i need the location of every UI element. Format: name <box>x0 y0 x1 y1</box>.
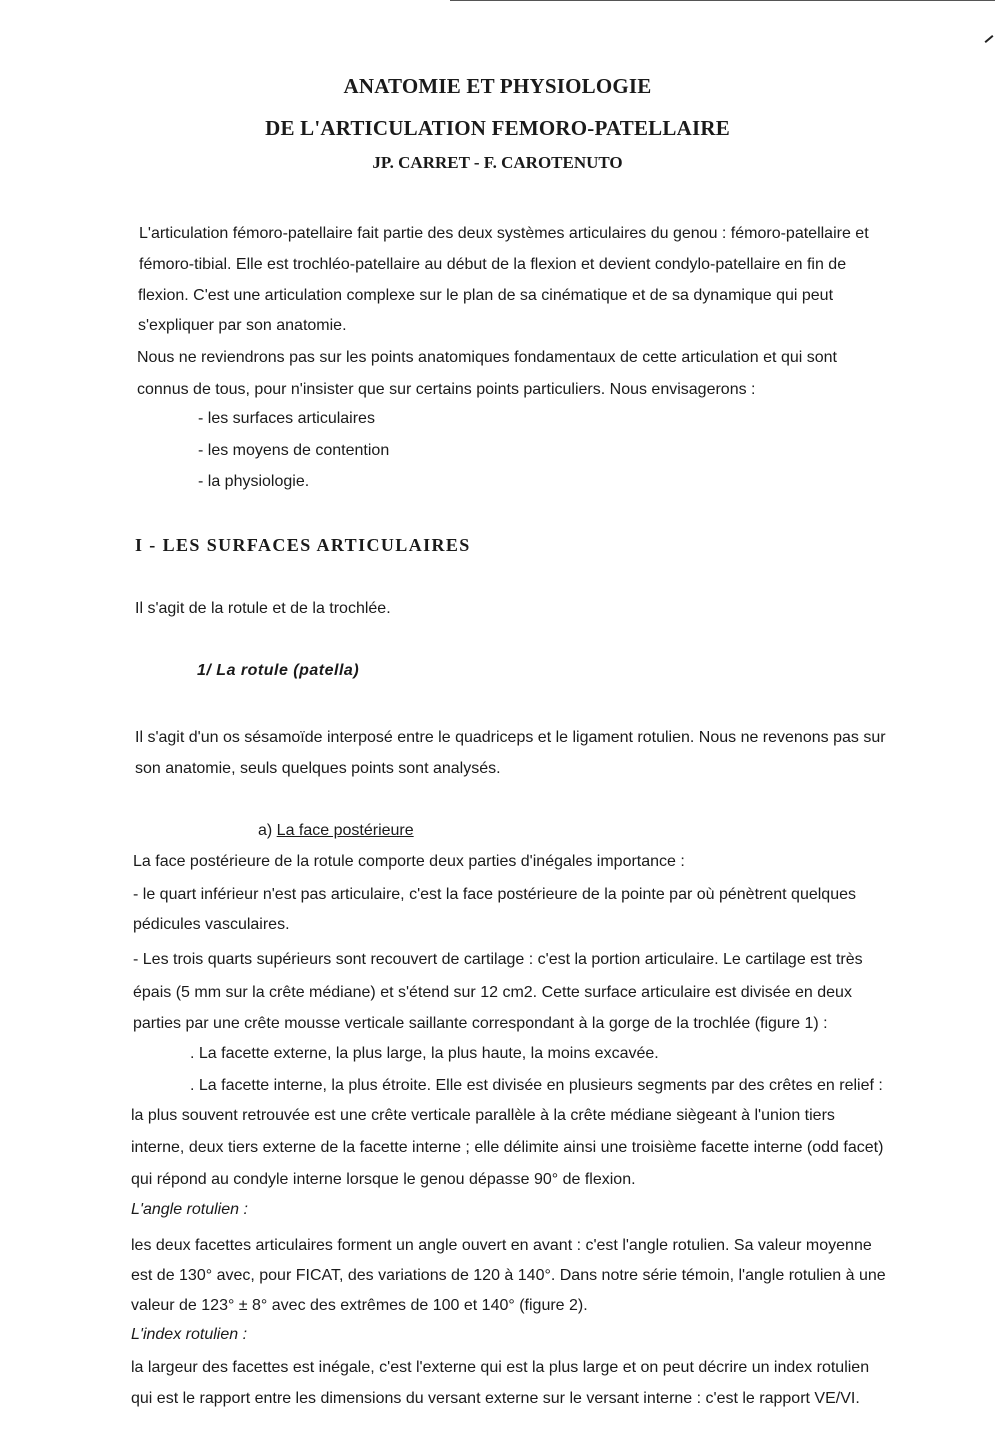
part-a-heading <box>258 821 414 841</box>
authors: JP. CARRET - F. CAROTENUTO <box>372 153 623 172</box>
intro-line: L'articulation fémoro-patellaire fait partie des deux systèmes articulaires du genou : fémoro-patellaire et <box>139 225 869 242</box>
index-heading: L'index rotulien : <box>131 1326 248 1343</box>
intro-line: s'expliquer par son anatomie. <box>138 317 347 334</box>
intro-line: connus de tous, pour n'insister que sur certains points particuliers. Nous envisagerons : <box>137 381 756 398</box>
body-line: son anatomie, seuls quelques points sont analysés. <box>135 760 501 777</box>
body-line: La face postérieure de la rotule comporte deux parties d'inégales importance : <box>133 853 685 870</box>
part-a-prefix: a) <box>258 822 277 839</box>
list-item: - les surfaces articulaires <box>198 410 375 427</box>
section-intro: Il s'agit de la rotule et de la trochlée. <box>135 600 391 617</box>
body-line: pédicules vasculaires. <box>133 916 290 933</box>
body-line: - Les trois quarts supérieurs sont recouvert de cartilage : c'est la portion articulaire. Le cartilage est très <box>133 951 863 968</box>
body-line: est de 130° avec, pour FICAT, des variations de 120 à 140°. Dans notre série témoin, l'angle rotulien à une <box>131 1267 886 1284</box>
body-line: les deux facettes articulaires forment un angle ouvert en avant : c'est l'angle rotulien. Sa valeur moyenne <box>131 1237 872 1254</box>
title-line-2: DE L'ARTICULATION FEMORO-PATELLAIRE <box>265 116 730 140</box>
body-line: - le quart inférieur n'est pas articulaire, c'est la face postérieure de la pointe par où pénètrent quelques <box>133 886 856 903</box>
part-a-title: La face postérieure <box>276 822 414 839</box>
intro-line: Nous ne reviendrons pas sur les points anatomiques fondamentaux de cette articulation et qui sont <box>137 349 837 366</box>
list-item: - la physiologie. <box>198 473 310 490</box>
body-line: épais (5 mm sur la crête médiane) et s'étend sur 12 cm2. Cette surface articulaire est divisée en deux <box>133 984 852 1001</box>
body-line: . La facette externe, la plus large, la plus haute, la moins excavée. <box>190 1045 659 1062</box>
scan-mark <box>985 35 994 43</box>
body-line: qui répond au condyle interne lorsque le genou dépasse 90° de flexion. <box>131 1171 636 1188</box>
body-line: valeur de 123° ± 8° avec des extrêmes de 100 et 140° (figure 2). <box>131 1297 588 1314</box>
list-item: - les moyens de contention <box>198 442 390 459</box>
body-line: la plus souvent retrouvée est une crête verticale parallèle à la crête médiane siègeant à l'union tiers <box>131 1107 835 1124</box>
angle-heading: L'angle rotulien : <box>131 1201 248 1218</box>
title-line-1: ANATOMIE ET PHYSIOLOGIE <box>343 74 652 98</box>
section-heading: I - LES SURFACES ARTICULAIRES <box>135 535 471 555</box>
body-line: Il s'agit d'un os sésamoïde interposé entre le quadriceps et le ligament rotulien. Nous ne revenons pas sur <box>135 729 886 746</box>
body-line: qui est le rapport entre les dimensions du versant externe sur le versant interne : c'est le rapport VE/VI. <box>131 1390 860 1407</box>
intro-line: fémoro-tibial. Elle est trochléo-patellaire au début de la flexion et devient condylo-patellaire en fin de <box>139 256 847 273</box>
body-line: parties par une crête mousse verticale saillante correspondant à la gorge de la trochlée (figure 1) : <box>133 1015 828 1032</box>
body-line: interne, deux tiers externe de la facette interne ; elle délimite ainsi une troisième facette interne (odd facet) <box>131 1139 884 1156</box>
subsection-heading: 1/ La rotule (patella) <box>197 662 360 679</box>
body-line: la largeur des facettes est inégale, c'est l'externe qui est la plus large et on peut décrire un index rotulien <box>131 1359 870 1376</box>
intro-line: flexion. C'est une articulation complexe sur le plan de sa cinématique et de sa dynamique qui peut <box>138 287 834 304</box>
body-line: . La facette interne, la plus étroite. Elle est divisée en plusieurs segments par des crêtes en relief : <box>190 1077 883 1094</box>
scan-edge-line <box>450 0 995 1</box>
